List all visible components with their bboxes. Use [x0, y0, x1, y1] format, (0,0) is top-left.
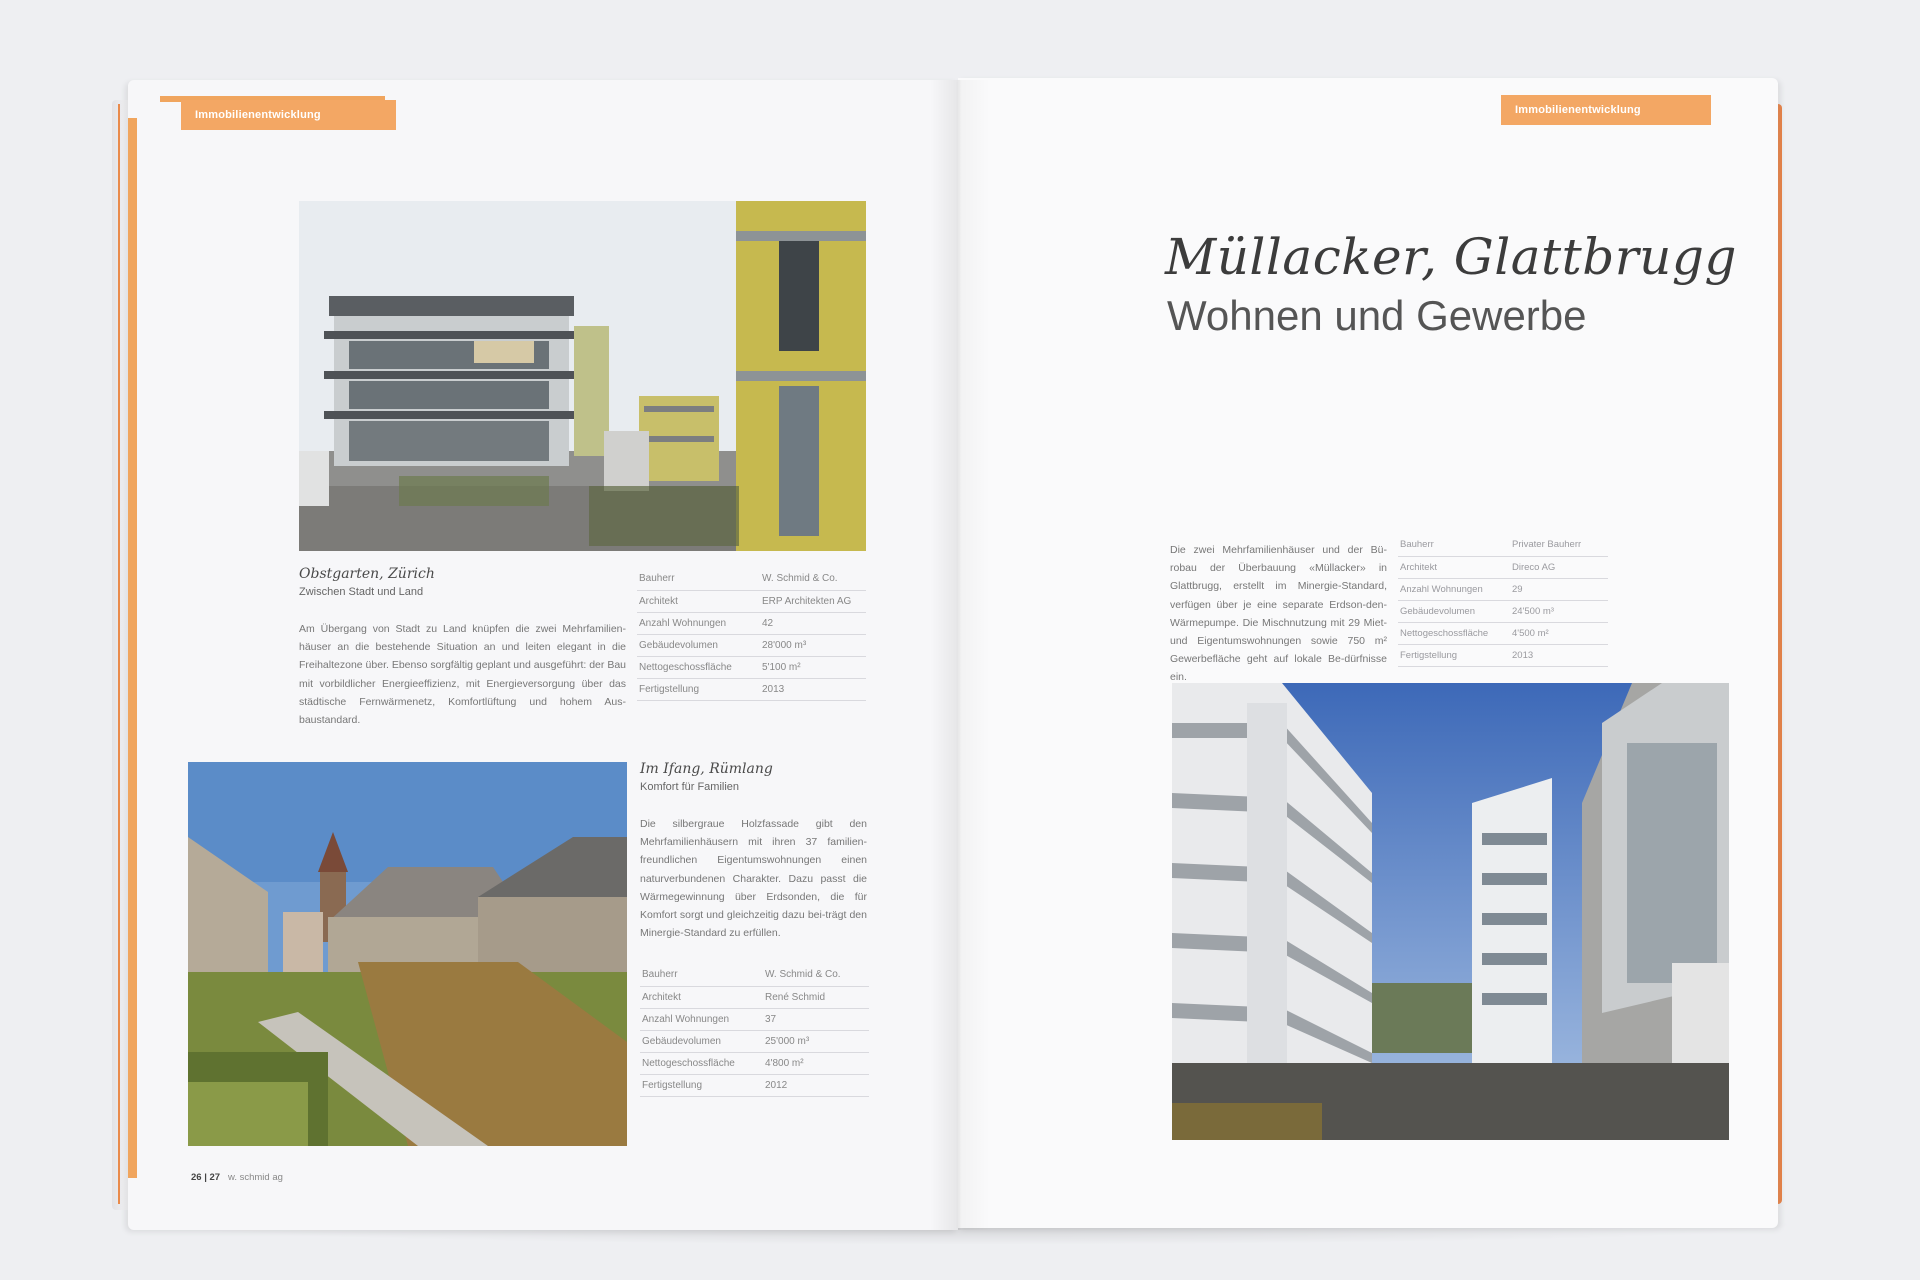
facts-row — [637, 590, 866, 612]
facts-label: Fertigstellung — [637, 678, 760, 700]
project2-title: Im Ifang, Rümlang — [640, 761, 773, 777]
page-title: Müllacker, Glattbrugg — [1165, 228, 1737, 286]
facts-row — [1398, 578, 1608, 600]
photo-obstgarten — [299, 201, 866, 551]
project2-facts-table — [640, 964, 869, 1097]
page-subtitle: Wohnen und Gewerbe — [1167, 292, 1587, 339]
facts-row — [640, 964, 869, 986]
facts-value: 28'000 m³ — [760, 634, 866, 656]
facts-row — [640, 1052, 869, 1074]
facts-label: Nettogeschossfläche — [640, 1052, 763, 1074]
facts-value: 24'500 m³ — [1510, 600, 1608, 622]
facts-value: W. Schmid & Co. — [760, 568, 866, 590]
facts-label: Anzahl Wohnungen — [640, 1008, 763, 1030]
left-page-stack — [112, 100, 128, 1210]
facts-row — [637, 678, 866, 700]
facts-label: Gebäudevolumen — [640, 1030, 763, 1052]
facts-value: ERP Architekten AG — [760, 590, 866, 612]
page-footer — [191, 1172, 283, 1183]
facts-value: 37 — [763, 1008, 869, 1030]
facts-value: W. Schmid & Co. — [763, 964, 869, 986]
facts-label: Fertigstellung — [640, 1074, 763, 1096]
facts-value: 5'100 m² — [760, 656, 866, 678]
facts-value: 2012 — [763, 1074, 869, 1096]
facts-row — [1398, 600, 1608, 622]
facts-row — [637, 656, 866, 678]
facts-row — [640, 986, 869, 1008]
facts-label: Nettogeschossfläche — [637, 656, 760, 678]
facts-row — [637, 634, 866, 656]
facts-value: 25'000 m³ — [763, 1030, 869, 1052]
facts-value: 42 — [760, 612, 866, 634]
facts-value: 2013 — [760, 678, 866, 700]
section-tag-left: Immobilienentwicklung — [181, 100, 396, 130]
facts-value: 2013 — [1510, 644, 1608, 666]
project2-body: Die silbergraue Holzfassade gibt den Mehrfamilienhäusern mit ihren 37 familien-freundlichen Eigentumswohnungen einen naturverbundenen Charakter. Dazu passt die Wärmegewinnung über Erdsonden, die für Komfort sorgt und gleichzeitig dazu bei-trägt den Minergie-Standard zu erfüllen. — [640, 818, 867, 940]
facts-value: 29 — [1510, 578, 1608, 600]
facts-label: Architekt — [1398, 556, 1510, 578]
photo-im-ifang — [188, 762, 627, 1146]
facts-label: Nettogeschossfläche — [1398, 622, 1510, 644]
facts-label: Gebäudevolumen — [637, 634, 760, 656]
left-page-edge-line — [118, 104, 120, 1204]
facts-row — [640, 1074, 869, 1096]
footer-brand: w. schmid ag — [228, 1172, 283, 1183]
facts-label: Bauherr — [640, 964, 763, 986]
facts-row — [1398, 622, 1608, 644]
facts-value: 4'500 m² — [1510, 622, 1608, 644]
project1-facts-table — [637, 568, 866, 701]
facts-label: Bauherr — [637, 568, 760, 590]
project2-subtitle: Komfort für Familien — [640, 781, 740, 793]
facts-row — [1398, 644, 1608, 666]
facts-label: Fertigstellung — [1398, 644, 1510, 666]
facts-row — [637, 568, 866, 590]
facts-value: 4'800 m² — [763, 1052, 869, 1074]
facts-label: Anzahl Wohnungen — [1398, 578, 1510, 600]
project1-title: Obstgarten, Zürich — [299, 566, 435, 582]
left-page-accent-bar — [128, 118, 137, 1178]
page-numbers: 26 | 27 — [191, 1172, 221, 1183]
book-gutter — [930, 80, 990, 1230]
section-tag-right: Immobilienentwicklung — [1501, 95, 1711, 125]
facts-row — [640, 1008, 869, 1030]
photo-muellacker — [1172, 683, 1729, 1140]
facts-label: Anzahl Wohnungen — [637, 612, 760, 634]
facts-label: Architekt — [637, 590, 760, 612]
facts-label: Bauherr — [1398, 534, 1510, 556]
right-facts-table — [1398, 534, 1608, 667]
facts-row — [1398, 534, 1608, 556]
facts-value: René Schmid — [763, 986, 869, 1008]
facts-value: Privater Bauherr — [1510, 534, 1608, 556]
right-body: Die zwei Mehrfamilienhäuser und der Bü-robau der Überbauung «Müllacker» in Glattbrugg, erstellt im Minergie-Standard, verfügen über je eine separate Erdson-den-Wärmepumpe. Die Mischnutzung mit 29 Miet- und Eigentumswohnungen sowie 750 m² Gewerbefläche geht auf lokale Be-dürfnisse ein. — [1170, 544, 1387, 684]
facts-label: Gebäudevolumen — [1398, 600, 1510, 622]
project1-body: Am Übergang von Stadt zu Land knüpfen die zwei Mehrfamilien-häuser an die bestehende Situation an und leiten elegant in die Freihaltezone über. Ebenso sorgfältig geplant und ausgeführt: der Bau mit vorbildlicher Energieeffizienz, mit Energieversorgung über das städtische Fernwärmenetz, Komfortlüftung und hohem Aus-baustandard. — [299, 623, 626, 727]
project1-subtitle: Zwischen Stadt und Land — [299, 586, 424, 598]
facts-row — [1398, 556, 1608, 578]
facts-value: Direco AG — [1510, 556, 1608, 578]
facts-row — [637, 612, 866, 634]
facts-row — [640, 1030, 869, 1052]
facts-label: Architekt — [640, 986, 763, 1008]
